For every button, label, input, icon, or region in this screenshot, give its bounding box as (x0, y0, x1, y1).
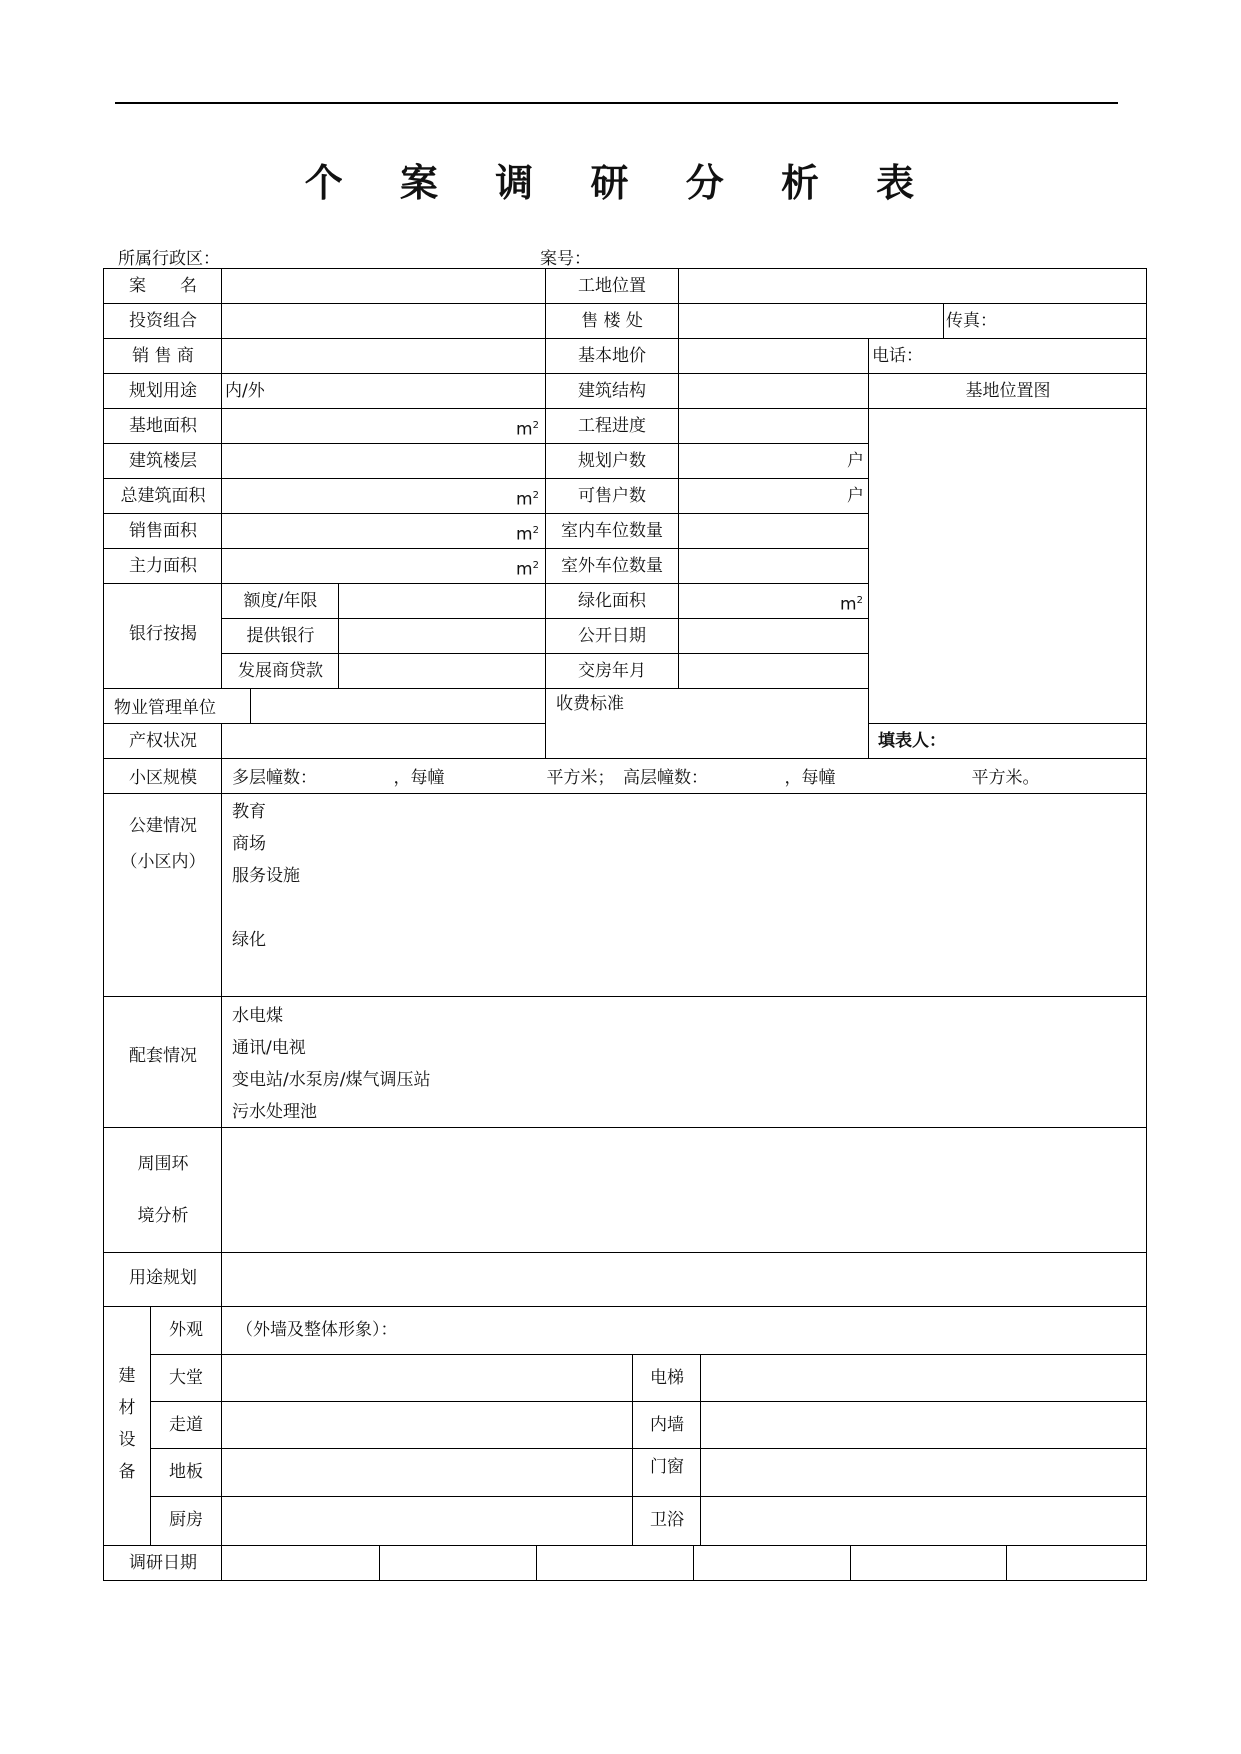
input-cell[interactable] (221, 303, 546, 339)
field-label: 调研日期 (129, 1553, 197, 1573)
input-cell[interactable] (221, 268, 546, 304)
field-label: 小区规模 (129, 768, 197, 788)
unit-m: m (516, 419, 533, 440)
input-cell[interactable] (678, 338, 869, 374)
input-cell[interactable] (678, 408, 869, 444)
input-cell[interactable] (221, 1496, 633, 1546)
field-label: 基地面积 (129, 416, 197, 436)
field-label: 发展商贷款 (238, 661, 323, 681)
field-label: 走道 (169, 1415, 203, 1435)
field-label: 水电煤 (232, 1006, 283, 1026)
field-label: 服务设施 (232, 866, 300, 886)
input-cell[interactable] (678, 268, 1147, 304)
field-label: 提供银行 (246, 626, 315, 646)
unit-m2 (516, 521, 539, 545)
input-cell[interactable] (700, 1496, 1147, 1546)
field-label: 建筑结构 (578, 381, 646, 401)
unit-m: m (516, 559, 533, 580)
input-cell[interactable] (338, 653, 546, 689)
input-cell[interactable] (678, 653, 869, 689)
page-title: 个 案 调 研 分 析 表 (304, 161, 937, 205)
field-label: 境分析 (137, 1206, 189, 1226)
field-label: 外观 (169, 1320, 203, 1340)
field-label: 额度/年限 (243, 591, 318, 611)
field-label: 基地位置图 (965, 381, 1051, 401)
case-no-label: 案号： (540, 249, 591, 269)
input-cell[interactable] (221, 723, 546, 759)
input-cell[interactable] (678, 478, 869, 514)
field-label: 基本地价 (578, 346, 646, 366)
field-label: 内墙 (650, 1415, 684, 1435)
input-cell[interactable] (678, 618, 869, 654)
input-cell[interactable] (338, 583, 546, 619)
input-cell[interactable] (678, 443, 869, 479)
label-cell[interactable] (103, 1306, 151, 1546)
field-label: 电话： (872, 346, 923, 366)
field-label: 传真： (946, 311, 997, 331)
input-cell[interactable] (221, 1545, 380, 1581)
input-cell[interactable] (221, 338, 546, 374)
unit-m2 (516, 556, 539, 580)
field-label: 卫浴 (650, 1510, 684, 1530)
field-label: 内/外 (225, 381, 265, 401)
input-cell[interactable] (221, 1354, 633, 1402)
field-label: 总建筑面积 (120, 486, 206, 506)
field-label: 销售面积 (129, 521, 197, 541)
unit-squared: 2 (532, 560, 539, 571)
field-label: 教育 (232, 802, 266, 822)
field-label: 可售户数 (578, 486, 646, 506)
field-label: 通讯/电视 (232, 1038, 306, 1058)
input-cell[interactable] (221, 1127, 1147, 1253)
input-cell[interactable] (221, 513, 546, 549)
field-label: 工地位置 (578, 276, 646, 296)
field-label: 周围环 (137, 1154, 189, 1174)
unit-m: m (516, 489, 533, 510)
field-label: 绿化 (232, 930, 266, 950)
unit-squared: 2 (532, 420, 539, 431)
field-label: 地板 (169, 1462, 203, 1482)
unit-squared: 2 (856, 595, 863, 606)
unit-m: m (516, 524, 533, 545)
input-cell[interactable] (700, 1448, 1147, 1497)
field-label: 物业管理单位 (114, 698, 216, 718)
input-cell[interactable] (221, 793, 1147, 997)
unit-households: 户 (847, 486, 864, 506)
community-scale-text: 多层幢数： ，每幢 平方米； 高层幢数： ，每幢 平方米。 (232, 768, 1040, 788)
input-cell[interactable] (338, 618, 546, 654)
field-label: 收费标准 (556, 694, 624, 714)
field-label: 填表人： (878, 731, 946, 751)
input-cell[interactable] (700, 1354, 1147, 1402)
input-cell[interactable] (221, 408, 546, 444)
field-label: 销 售 商 (132, 346, 194, 366)
input-cell[interactable] (221, 996, 1147, 1128)
field-label: 变电站/水泵房/煤气调压站 (232, 1070, 431, 1090)
unit-squared: 2 (532, 490, 539, 501)
input-cell[interactable] (536, 1545, 694, 1581)
field-label: 投资组合 (129, 311, 197, 331)
input-cell[interactable] (700, 1401, 1147, 1449)
field-label: 工程进度 (578, 416, 646, 436)
input-cell[interactable] (221, 478, 546, 514)
field-label: （外墙及整体形象）： (236, 1320, 398, 1340)
unit-m2 (840, 591, 863, 615)
field-label: 主力面积 (129, 556, 197, 576)
field-label: 规划户数 (578, 451, 646, 471)
field-label: 电梯 (650, 1368, 684, 1388)
field-label: 用途规划 (129, 1268, 197, 1288)
field-label: 交房年月 (578, 661, 646, 681)
input-cell[interactable] (221, 1448, 633, 1497)
field-label: 案 名 (129, 276, 197, 296)
field-label: 设 (118, 1430, 136, 1450)
field-label: 绿化面积 (578, 591, 646, 611)
input-cell[interactable] (678, 548, 869, 584)
input-cell[interactable] (379, 1545, 537, 1581)
field-label: 售 楼 处 (581, 311, 643, 331)
unit-m2 (516, 416, 539, 440)
label-cell[interactable] (103, 1127, 222, 1253)
field-label: 配套情况 (129, 1046, 197, 1066)
input-cell[interactable] (221, 548, 546, 584)
input-cell[interactable] (850, 1545, 1007, 1581)
field-label: 备 (118, 1462, 136, 1482)
field-label: 门窗 (650, 1457, 684, 1477)
field-label: 产权状况 (129, 731, 197, 751)
input-cell[interactable] (250, 688, 546, 724)
unit-squared: 2 (532, 525, 539, 536)
field-label: （小区内） (120, 852, 206, 872)
unit-m: m (840, 594, 857, 615)
unit-m2 (516, 486, 539, 510)
input-cell[interactable] (678, 373, 869, 409)
field-label: 公开日期 (578, 626, 646, 646)
field-label: 商场 (232, 834, 266, 854)
input-cell[interactable] (678, 303, 944, 339)
field-label: 污水处理池 (232, 1102, 317, 1122)
unit-households: 户 (847, 451, 864, 471)
field-label: 大堂 (169, 1368, 203, 1388)
input-cell[interactable] (693, 1545, 851, 1581)
input-cell[interactable] (1006, 1545, 1147, 1581)
input-cell[interactable] (221, 1401, 633, 1449)
field-label: 室内车位数量 (561, 521, 663, 541)
input-cell[interactable] (678, 513, 869, 549)
field-label: 建 (118, 1366, 136, 1386)
field-label: 室外车位数量 (561, 556, 663, 576)
field-label: 材 (118, 1398, 136, 1418)
field-label: 银行按揭 (129, 624, 197, 644)
field-label: 规划用途 (129, 381, 197, 401)
input-cell[interactable] (221, 373, 546, 409)
location-map-area[interactable] (868, 408, 1147, 724)
field-label: 公建情况 (129, 816, 197, 836)
field-label: 建筑楼层 (129, 451, 197, 471)
district-label: 所属行政区： (118, 249, 220, 269)
field-label: 厨房 (169, 1510, 203, 1530)
input-cell[interactable] (221, 1252, 1147, 1307)
input-cell[interactable] (221, 443, 546, 479)
